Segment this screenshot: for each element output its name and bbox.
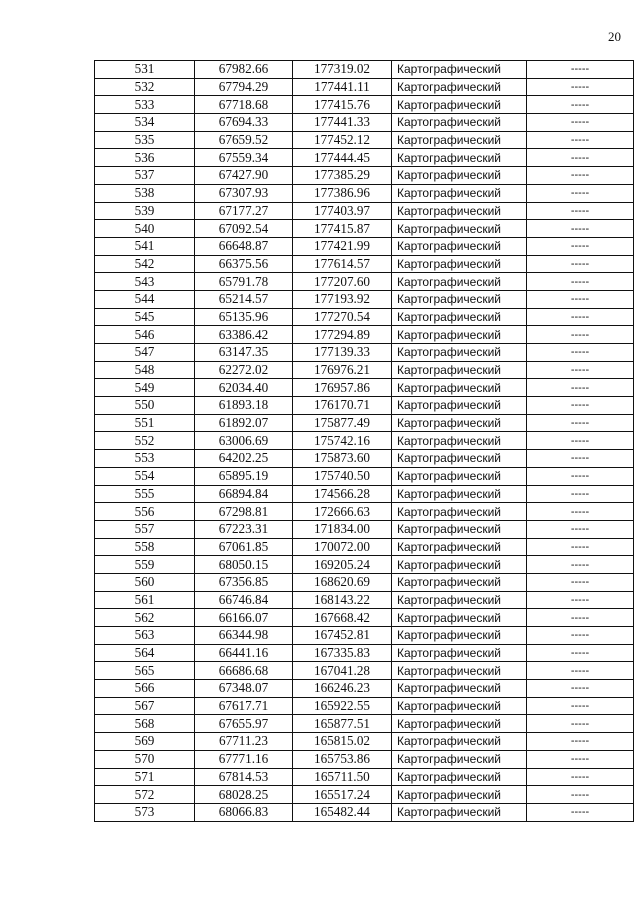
x-coordinate-cell: 67356.85	[195, 573, 293, 591]
point-number-cell: 547	[95, 344, 195, 362]
table-row	[95, 414, 634, 432]
y-coordinate-cell: 175877.49	[293, 414, 392, 432]
point-number-cell: 543	[95, 273, 195, 291]
y-coordinate-cell: 165922.55	[293, 697, 392, 715]
table-row	[95, 255, 634, 273]
accuracy-cell: -----	[527, 573, 634, 591]
x-coordinate-cell: 61892.07	[195, 414, 293, 432]
x-coordinate-cell: 67718.68	[195, 96, 293, 114]
accuracy-cell: -----	[527, 379, 634, 397]
point-number-cell: 550	[95, 397, 195, 415]
point-number-cell: 542	[95, 255, 195, 273]
accuracy-cell: -----	[527, 627, 634, 645]
point-number-cell: 531	[95, 61, 195, 79]
table-row	[95, 662, 634, 680]
table-row	[95, 96, 634, 114]
x-coordinate-cell: 67617.71	[195, 697, 293, 715]
accuracy-cell: -----	[527, 803, 634, 821]
accuracy-cell: -----	[527, 361, 634, 379]
table-row	[95, 450, 634, 468]
accuracy-cell: -----	[527, 114, 634, 132]
point-number-cell: 532	[95, 78, 195, 96]
y-coordinate-cell: 175742.16	[293, 432, 392, 450]
point-number-cell: 566	[95, 680, 195, 698]
table-row	[95, 715, 634, 733]
point-number-cell: 552	[95, 432, 195, 450]
method-cell: Картографический	[392, 591, 527, 609]
table-row	[95, 591, 634, 609]
x-coordinate-cell: 64202.25	[195, 450, 293, 468]
x-coordinate-cell: 65135.96	[195, 308, 293, 326]
y-coordinate-cell: 165711.50	[293, 768, 392, 786]
table-row	[95, 61, 634, 79]
table-row	[95, 768, 634, 786]
accuracy-cell: -----	[527, 609, 634, 627]
accuracy-cell: -----	[527, 220, 634, 238]
x-coordinate-cell: 67694.33	[195, 114, 293, 132]
accuracy-cell: -----	[527, 538, 634, 556]
x-coordinate-cell: 67559.34	[195, 149, 293, 167]
y-coordinate-cell: 168143.22	[293, 591, 392, 609]
point-number-cell: 551	[95, 414, 195, 432]
method-cell: Картографический	[392, 786, 527, 804]
x-coordinate-cell: 67771.16	[195, 750, 293, 768]
y-coordinate-cell: 168620.69	[293, 573, 392, 591]
table-row	[95, 786, 634, 804]
y-coordinate-cell: 169205.24	[293, 556, 392, 574]
method-cell: Картографический	[392, 96, 527, 114]
x-coordinate-cell: 67427.90	[195, 167, 293, 185]
table-row	[95, 202, 634, 220]
x-coordinate-cell: 68066.83	[195, 803, 293, 821]
table-row	[95, 644, 634, 662]
method-cell: Картографический	[392, 202, 527, 220]
method-cell: Картографический	[392, 768, 527, 786]
x-coordinate-cell: 67711.23	[195, 733, 293, 751]
table-row	[95, 520, 634, 538]
y-coordinate-cell: 176957.86	[293, 379, 392, 397]
x-coordinate-cell: 63386.42	[195, 326, 293, 344]
point-number-cell: 568	[95, 715, 195, 733]
method-cell: Картографический	[392, 803, 527, 821]
accuracy-cell: -----	[527, 786, 634, 804]
y-coordinate-cell: 177421.99	[293, 237, 392, 255]
method-cell: Картографический	[392, 609, 527, 627]
method-cell: Картографический	[392, 361, 527, 379]
method-cell: Картографический	[392, 78, 527, 96]
method-cell: Картографический	[392, 450, 527, 468]
accuracy-cell: -----	[527, 697, 634, 715]
x-coordinate-cell: 62272.02	[195, 361, 293, 379]
accuracy-cell: -----	[527, 556, 634, 574]
y-coordinate-cell: 177441.11	[293, 78, 392, 96]
accuracy-cell: -----	[527, 308, 634, 326]
x-coordinate-cell: 67348.07	[195, 680, 293, 698]
x-coordinate-cell: 62034.40	[195, 379, 293, 397]
method-cell: Картографический	[392, 573, 527, 591]
y-coordinate-cell: 171834.00	[293, 520, 392, 538]
accuracy-cell: -----	[527, 680, 634, 698]
method-cell: Картографический	[392, 397, 527, 415]
table-row	[95, 290, 634, 308]
y-coordinate-cell: 177385.29	[293, 167, 392, 185]
point-number-cell: 541	[95, 237, 195, 255]
accuracy-cell: -----	[527, 167, 634, 185]
point-number-cell: 571	[95, 768, 195, 786]
method-cell: Картографический	[392, 733, 527, 751]
point-number-cell: 555	[95, 485, 195, 503]
x-coordinate-cell: 68050.15	[195, 556, 293, 574]
point-number-cell: 533	[95, 96, 195, 114]
x-coordinate-cell: 68028.25	[195, 786, 293, 804]
method-cell: Картографический	[392, 644, 527, 662]
accuracy-cell: -----	[527, 202, 634, 220]
accuracy-cell: -----	[527, 520, 634, 538]
table-row	[95, 803, 634, 821]
table-row	[95, 697, 634, 715]
y-coordinate-cell: 177386.96	[293, 184, 392, 202]
point-number-cell: 553	[95, 450, 195, 468]
point-number-cell: 539	[95, 202, 195, 220]
y-coordinate-cell: 165815.02	[293, 733, 392, 751]
method-cell: Картографический	[392, 750, 527, 768]
table-row	[95, 467, 634, 485]
table-row	[95, 131, 634, 149]
table-row	[95, 556, 634, 574]
accuracy-cell: -----	[527, 485, 634, 503]
accuracy-cell: -----	[527, 96, 634, 114]
y-coordinate-cell: 175740.50	[293, 467, 392, 485]
x-coordinate-cell: 66441.16	[195, 644, 293, 662]
accuracy-cell: -----	[527, 344, 634, 362]
accuracy-cell: -----	[527, 273, 634, 291]
y-coordinate-cell: 165753.86	[293, 750, 392, 768]
method-cell: Картографический	[392, 114, 527, 132]
point-number-cell: 563	[95, 627, 195, 645]
accuracy-cell: -----	[527, 768, 634, 786]
accuracy-cell: -----	[527, 326, 634, 344]
x-coordinate-cell: 67177.27	[195, 202, 293, 220]
table-row	[95, 680, 634, 698]
x-coordinate-cell: 63006.69	[195, 432, 293, 450]
x-coordinate-cell: 65895.19	[195, 467, 293, 485]
point-number-cell: 554	[95, 467, 195, 485]
point-number-cell: 565	[95, 662, 195, 680]
x-coordinate-cell: 67659.52	[195, 131, 293, 149]
point-number-cell: 573	[95, 803, 195, 821]
method-cell: Картографический	[392, 167, 527, 185]
point-number-cell: 549	[95, 379, 195, 397]
accuracy-cell: -----	[527, 414, 634, 432]
method-cell: Картографический	[392, 538, 527, 556]
table-row	[95, 361, 634, 379]
page-number: 20	[608, 29, 621, 44]
y-coordinate-cell: 165517.24	[293, 786, 392, 804]
x-coordinate-cell: 65214.57	[195, 290, 293, 308]
accuracy-cell: -----	[527, 255, 634, 273]
accuracy-cell: -----	[527, 467, 634, 485]
y-coordinate-cell: 166246.23	[293, 680, 392, 698]
y-coordinate-cell: 177403.97	[293, 202, 392, 220]
x-coordinate-cell: 66746.84	[195, 591, 293, 609]
accuracy-cell: -----	[527, 131, 634, 149]
point-number-cell: 536	[95, 149, 195, 167]
method-cell: Картографический	[392, 308, 527, 326]
method-cell: Картографический	[392, 344, 527, 362]
method-cell: Картографический	[392, 273, 527, 291]
x-coordinate-cell: 67982.66	[195, 61, 293, 79]
x-coordinate-cell: 66166.07	[195, 609, 293, 627]
point-number-cell: 570	[95, 750, 195, 768]
table-row	[95, 573, 634, 591]
y-coordinate-cell: 177452.12	[293, 131, 392, 149]
y-coordinate-cell: 176976.21	[293, 361, 392, 379]
y-coordinate-cell: 175873.60	[293, 450, 392, 468]
point-number-cell: 540	[95, 220, 195, 238]
point-number-cell: 537	[95, 167, 195, 185]
accuracy-cell: -----	[527, 715, 634, 733]
x-coordinate-cell: 66648.87	[195, 237, 293, 255]
table-row	[95, 237, 634, 255]
method-cell: Картографический	[392, 485, 527, 503]
accuracy-cell: -----	[527, 733, 634, 751]
method-cell: Картографический	[392, 131, 527, 149]
y-coordinate-cell: 177139.33	[293, 344, 392, 362]
x-coordinate-cell: 67061.85	[195, 538, 293, 556]
x-coordinate-cell: 67298.81	[195, 503, 293, 521]
table-row	[95, 397, 634, 415]
point-number-cell: 564	[95, 644, 195, 662]
table-row	[95, 379, 634, 397]
accuracy-cell: -----	[527, 503, 634, 521]
table-row	[95, 538, 634, 556]
x-coordinate-cell: 67307.93	[195, 184, 293, 202]
table-row	[95, 627, 634, 645]
accuracy-cell: -----	[527, 591, 634, 609]
x-coordinate-cell: 66686.68	[195, 662, 293, 680]
y-coordinate-cell: 177193.92	[293, 290, 392, 308]
method-cell: Картографический	[392, 715, 527, 733]
method-cell: Картографический	[392, 290, 527, 308]
method-cell: Картографический	[392, 662, 527, 680]
method-cell: Картографический	[392, 503, 527, 521]
table-row	[95, 609, 634, 627]
table-row	[95, 167, 634, 185]
point-number-cell: 559	[95, 556, 195, 574]
y-coordinate-cell: 177207.60	[293, 273, 392, 291]
x-coordinate-cell: 67092.54	[195, 220, 293, 238]
method-cell: Картографический	[392, 255, 527, 273]
x-coordinate-cell: 67223.31	[195, 520, 293, 538]
y-coordinate-cell: 167668.42	[293, 609, 392, 627]
y-coordinate-cell: 167041.28	[293, 662, 392, 680]
point-number-cell: 569	[95, 733, 195, 751]
y-coordinate-cell: 177441.33	[293, 114, 392, 132]
table-row	[95, 308, 634, 326]
accuracy-cell: -----	[527, 78, 634, 96]
point-number-cell: 557	[95, 520, 195, 538]
table-row	[95, 114, 634, 132]
table-row	[95, 273, 634, 291]
accuracy-cell: -----	[527, 662, 634, 680]
method-cell: Картографический	[392, 697, 527, 715]
y-coordinate-cell: 167335.83	[293, 644, 392, 662]
y-coordinate-cell: 177294.89	[293, 326, 392, 344]
y-coordinate-cell: 177444.45	[293, 149, 392, 167]
method-cell: Картографический	[392, 414, 527, 432]
method-cell: Картографический	[392, 680, 527, 698]
method-cell: Картографический	[392, 556, 527, 574]
accuracy-cell: -----	[527, 184, 634, 202]
table-row	[95, 733, 634, 751]
x-coordinate-cell: 67655.97	[195, 715, 293, 733]
accuracy-cell: -----	[527, 61, 634, 79]
accuracy-cell: -----	[527, 432, 634, 450]
table-row	[95, 184, 634, 202]
point-number-cell: 545	[95, 308, 195, 326]
table-row	[95, 149, 634, 167]
table-row	[95, 750, 634, 768]
point-number-cell: 558	[95, 538, 195, 556]
coordinates-table	[94, 60, 634, 822]
method-cell: Картографический	[392, 467, 527, 485]
y-coordinate-cell: 177415.87	[293, 220, 392, 238]
point-number-cell: 548	[95, 361, 195, 379]
point-number-cell: 556	[95, 503, 195, 521]
point-number-cell: 561	[95, 591, 195, 609]
x-coordinate-cell: 66894.84	[195, 485, 293, 503]
accuracy-cell: -----	[527, 397, 634, 415]
method-cell: Картографический	[392, 379, 527, 397]
y-coordinate-cell: 174566.28	[293, 485, 392, 503]
accuracy-cell: -----	[527, 644, 634, 662]
coordinates-table-body	[95, 61, 634, 822]
y-coordinate-cell: 177319.02	[293, 61, 392, 79]
x-coordinate-cell: 66375.56	[195, 255, 293, 273]
accuracy-cell: -----	[527, 450, 634, 468]
x-coordinate-cell: 66344.98	[195, 627, 293, 645]
x-coordinate-cell: 67794.29	[195, 78, 293, 96]
method-cell: Картографический	[392, 432, 527, 450]
y-coordinate-cell: 170072.00	[293, 538, 392, 556]
method-cell: Картографический	[392, 326, 527, 344]
accuracy-cell: -----	[527, 750, 634, 768]
table-row	[95, 344, 634, 362]
table-row	[95, 503, 634, 521]
y-coordinate-cell: 165482.44	[293, 803, 392, 821]
table-row	[95, 220, 634, 238]
accuracy-cell: -----	[527, 290, 634, 308]
x-coordinate-cell: 63147.35	[195, 344, 293, 362]
point-number-cell: 572	[95, 786, 195, 804]
method-cell: Картографический	[392, 627, 527, 645]
point-number-cell: 560	[95, 573, 195, 591]
y-coordinate-cell: 172666.63	[293, 503, 392, 521]
point-number-cell: 535	[95, 131, 195, 149]
method-cell: Картографический	[392, 149, 527, 167]
method-cell: Картографический	[392, 61, 527, 79]
method-cell: Картографический	[392, 520, 527, 538]
table-row	[95, 432, 634, 450]
method-cell: Картографический	[392, 220, 527, 238]
accuracy-cell: -----	[527, 237, 634, 255]
point-number-cell: 562	[95, 609, 195, 627]
x-coordinate-cell: 61893.18	[195, 397, 293, 415]
y-coordinate-cell: 167452.81	[293, 627, 392, 645]
point-number-cell: 544	[95, 290, 195, 308]
table-row	[95, 78, 634, 96]
x-coordinate-cell: 67814.53	[195, 768, 293, 786]
y-coordinate-cell: 165877.51	[293, 715, 392, 733]
method-cell: Картографический	[392, 184, 527, 202]
point-number-cell: 546	[95, 326, 195, 344]
y-coordinate-cell: 177614.57	[293, 255, 392, 273]
y-coordinate-cell: 177270.54	[293, 308, 392, 326]
accuracy-cell: -----	[527, 149, 634, 167]
y-coordinate-cell: 177415.76	[293, 96, 392, 114]
table-row	[95, 485, 634, 503]
table-row	[95, 326, 634, 344]
method-cell: Картографический	[392, 237, 527, 255]
point-number-cell: 567	[95, 697, 195, 715]
point-number-cell: 534	[95, 114, 195, 132]
x-coordinate-cell: 65791.78	[195, 273, 293, 291]
y-coordinate-cell: 176170.71	[293, 397, 392, 415]
point-number-cell: 538	[95, 184, 195, 202]
